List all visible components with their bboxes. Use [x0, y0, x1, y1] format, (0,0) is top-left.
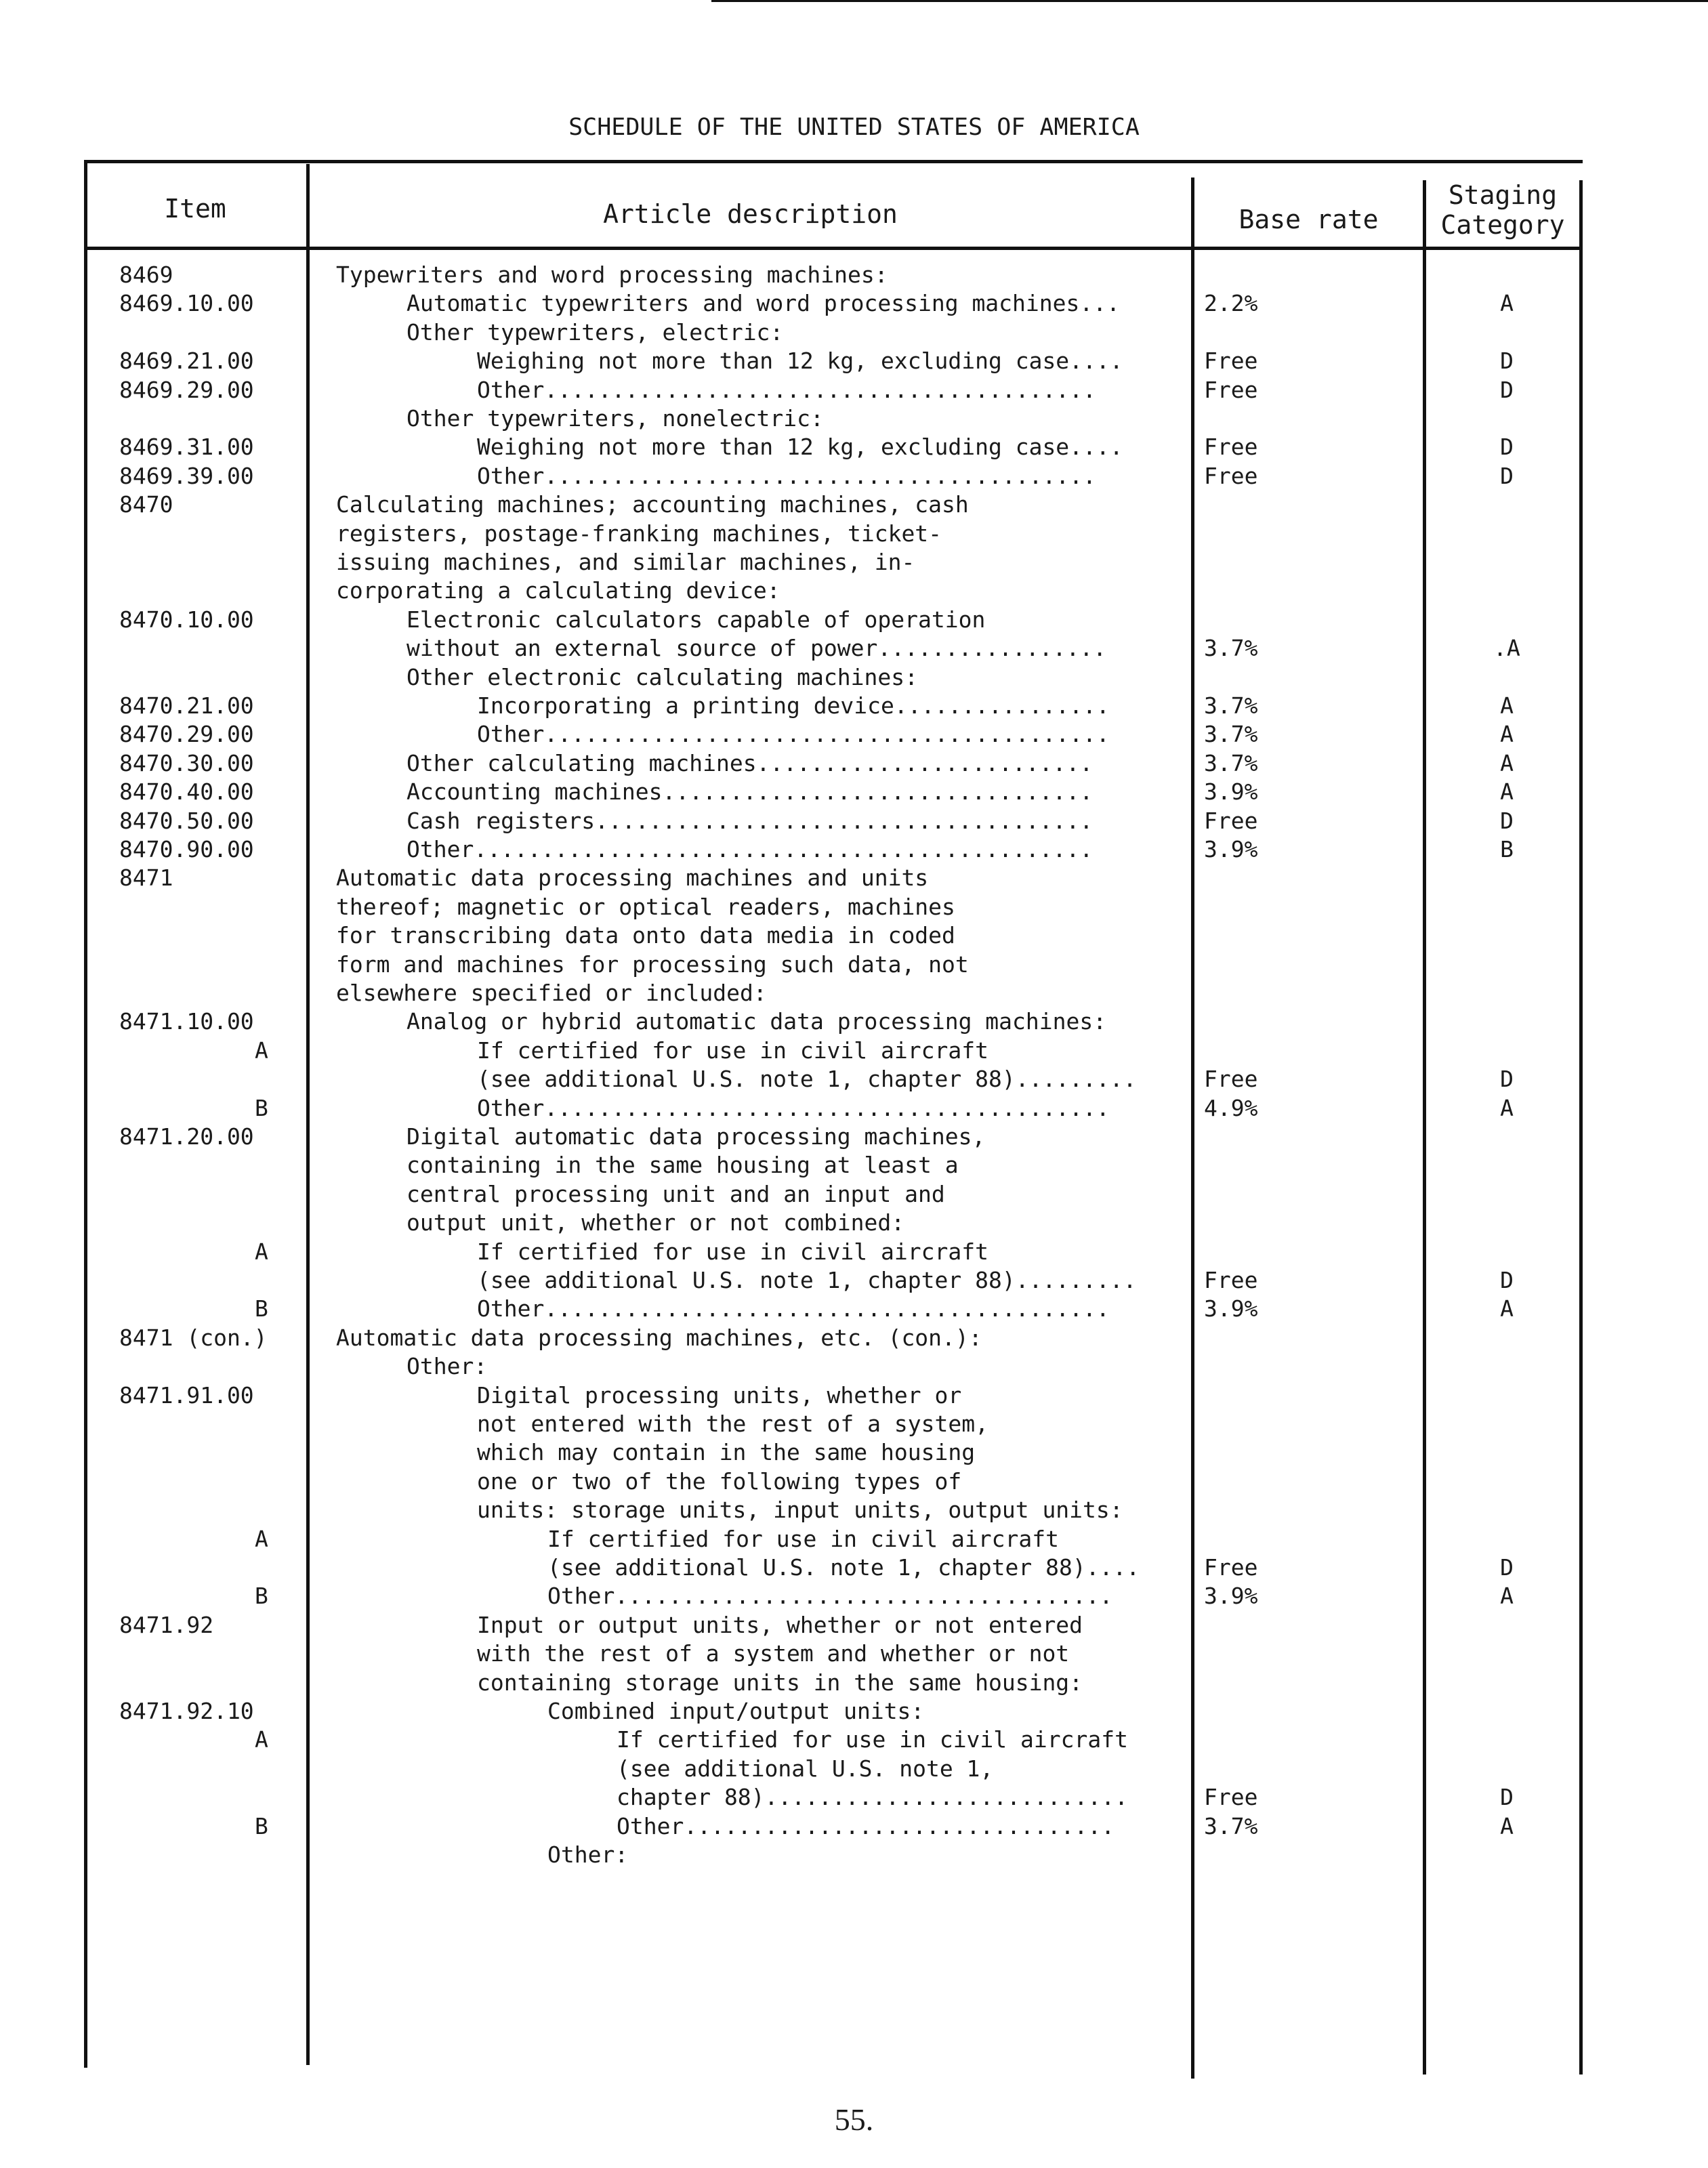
item-number: B: [255, 1812, 268, 1839]
table-row: [84, 1439, 1583, 1467]
table-row: [84, 377, 1583, 405]
article-description: not entered with the rest of a system,: [477, 1411, 988, 1437]
table-row: [84, 778, 1583, 807]
staging-category: A: [1500, 721, 1514, 748]
article-description: units: storage units, input units, output units:: [477, 1497, 1123, 1524]
staging-category: A: [1500, 1094, 1514, 1121]
item-number: 8469.21.00: [119, 348, 254, 375]
article-description: Other:: [547, 1841, 629, 1868]
table-row: [84, 1468, 1583, 1497]
base-rate: 3.7%: [1204, 749, 1258, 776]
staging-category: A: [1500, 1583, 1514, 1610]
article-description: Typewriters and word processing machines:: [336, 262, 888, 288]
staging-category: A: [1500, 1812, 1514, 1839]
table-row: [84, 1181, 1583, 1209]
article-description: Other.........................................: [477, 376, 1096, 403]
article-description: Other.........................................: [477, 462, 1096, 489]
table-row: [84, 1066, 1583, 1094]
staging-category: B: [1500, 836, 1514, 862]
staging-category: A: [1500, 692, 1514, 719]
base-rate: 3.7%: [1204, 692, 1258, 719]
staging-category: D: [1500, 807, 1514, 834]
table-row: [84, 1640, 1583, 1669]
table-row: [84, 606, 1583, 635]
table-row: [84, 491, 1583, 520]
table-row: [84, 319, 1583, 348]
staging-category: D: [1500, 1267, 1514, 1293]
staging-category: D: [1500, 1554, 1514, 1581]
staging-category: .A: [1493, 635, 1520, 662]
article-description: Weighing not more than 12 kg, excluding case....: [477, 348, 1123, 375]
article-description: Other..............................................: [407, 836, 1093, 862]
article-description: Accounting machines................................: [407, 778, 1093, 806]
table-row: [84, 520, 1583, 549]
article-description: Other calculating machines.........................: [407, 749, 1093, 776]
article-description: Other:: [407, 1353, 488, 1380]
article-description: with the rest of a system and whether or not: [477, 1640, 1070, 1667]
table-row: [84, 1554, 1583, 1583]
article-description: If certified for use in civil aircraft: [617, 1726, 1128, 1753]
item-number: 8471.92.10: [119, 1698, 254, 1724]
article-description: which may contain in the same housing: [477, 1439, 976, 1466]
item-number: B: [255, 1094, 268, 1121]
article-description: Incorporating a printing device................: [477, 692, 1110, 719]
item-number: B: [255, 1295, 268, 1322]
table-row: [84, 951, 1583, 980]
article-description: thereof; magnetic or optical readers, machines: [336, 893, 955, 920]
table-row: [84, 577, 1583, 606]
article-description: Automatic data processing machines, etc. (con.):: [336, 1324, 982, 1351]
table-row: [84, 1295, 1583, 1324]
article-description: registers, postage-franking machines, ticket-: [336, 520, 942, 547]
article-description: Other..........................................: [477, 1094, 1110, 1121]
article-description: Analog or hybrid automatic data processing machines:: [407, 1008, 1107, 1035]
item-number: A: [255, 1037, 268, 1064]
article-description: Other..........................................: [477, 1295, 1110, 1322]
item-number: 8470.21.00: [119, 692, 254, 719]
article-description: Automatic data processing machines and units: [336, 864, 929, 892]
article-description: elsewhere specified or included:: [336, 980, 767, 1006]
table-row: [84, 1238, 1583, 1267]
base-rate: Free: [1204, 1784, 1258, 1811]
base-rate: 2.2%: [1204, 290, 1258, 317]
article-description: (see additional U.S. note 1,: [617, 1755, 994, 1782]
article-description: corporating a calculating device:: [336, 577, 780, 604]
article-description: containing in the same housing at least a: [407, 1152, 959, 1179]
article-description: Digital processing units, whether or: [477, 1381, 962, 1409]
base-rate: 3.9%: [1204, 778, 1258, 806]
table-row: [84, 1669, 1583, 1698]
article-description: Other typewriters, electric:: [407, 318, 784, 346]
staging-category: D: [1500, 1066, 1514, 1093]
base-rate: 3.9%: [1204, 1295, 1258, 1322]
base-rate: Free: [1204, 1554, 1258, 1581]
table-row: [84, 1209, 1583, 1238]
article-description: Other.....................................: [547, 1583, 1113, 1610]
table-row: [84, 922, 1583, 951]
article-description: central processing unit and an input and: [407, 1180, 945, 1207]
item-number: 8469.39.00: [119, 462, 254, 489]
article-description: Digital automatic data processing machines,: [407, 1123, 986, 1150]
staging-category: A: [1500, 1295, 1514, 1322]
table-row: [84, 290, 1583, 318]
page-number: 55.: [834, 2102, 874, 2137]
table-row: [84, 1095, 1583, 1123]
table-row: [84, 664, 1583, 692]
item-number: 8469: [119, 262, 173, 288]
base-rate: 3.7%: [1204, 721, 1258, 748]
article-description: (see additional U.S. note 1, chapter 88)....: [547, 1554, 1140, 1581]
staging-category: D: [1500, 1784, 1514, 1811]
item-number: B: [255, 1583, 268, 1610]
base-rate: 3.9%: [1204, 836, 1258, 862]
table-row: [84, 1526, 1583, 1554]
staging-category: D: [1500, 434, 1514, 461]
article-description: If certified for use in civil aircraft: [547, 1525, 1059, 1552]
base-rate: 3.7%: [1204, 635, 1258, 662]
table-row: [84, 721, 1583, 749]
table-row: [84, 1583, 1583, 1611]
table-row: [84, 750, 1583, 778]
tariff-table: [84, 160, 1583, 2068]
item-number: 8471.91.00: [119, 1381, 254, 1409]
article-description: Automatic typewriters and word processing machines...: [407, 290, 1120, 317]
table-row: [84, 1123, 1583, 1152]
table-row: [84, 262, 1583, 290]
article-description: Other typewriters, nonelectric:: [407, 405, 824, 432]
table-row: [84, 1497, 1583, 1525]
article-description: Combined input/output units:: [547, 1698, 925, 1724]
base-rate: 4.9%: [1204, 1094, 1258, 1121]
item-number: 8469.10.00: [119, 290, 254, 317]
table-row: [84, 463, 1583, 491]
item-number: 8471.92: [119, 1611, 214, 1638]
base-rate: Free: [1204, 376, 1258, 403]
table-row: [84, 1612, 1583, 1640]
article-description: If certified for use in civil aircraft: [477, 1037, 988, 1064]
top-rule: [711, 0, 1708, 2]
base-rate: Free: [1204, 348, 1258, 375]
table-row: [84, 348, 1583, 376]
table-row: [84, 1813, 1583, 1841]
base-rate: 3.9%: [1204, 1583, 1258, 1610]
item-number: 8470.40.00: [119, 778, 254, 806]
table-row: [84, 1841, 1583, 1870]
item-number: 8471.10.00: [119, 1008, 254, 1035]
table-row: [84, 864, 1583, 893]
table-row: [84, 1353, 1583, 1381]
base-rate: 3.7%: [1204, 1812, 1258, 1839]
staging-category: D: [1500, 348, 1514, 375]
header-staging-line1: Staging: [1448, 180, 1558, 210]
article-description: (see additional U.S. note 1, chapter 88).........: [477, 1267, 1137, 1293]
table-row: [84, 1411, 1583, 1439]
table-row: [84, 405, 1583, 434]
article-description: without an external source of power.................: [407, 635, 1107, 662]
item-number: 8470: [119, 491, 173, 518]
table-row: [84, 1267, 1583, 1295]
base-rate: Free: [1204, 434, 1258, 461]
page-title: SCHEDULE OF THE UNITED STATES OF AMERICA: [568, 114, 1140, 141]
article-description: Other..........................................: [477, 721, 1110, 748]
article-description: Other................................: [617, 1812, 1115, 1839]
table-row: [84, 980, 1583, 1008]
article-description: form and machines for processing such data, not: [336, 951, 969, 978]
article-description: Cash registers.....................................: [407, 807, 1093, 834]
article-description: issuing machines, and similar machines, in-: [336, 549, 915, 575]
article-description: chapter 88)...........................: [617, 1784, 1128, 1811]
item-number: A: [255, 1238, 268, 1265]
base-rate: Free: [1204, 1267, 1258, 1293]
table-row: [84, 1784, 1583, 1812]
table-row: [84, 1755, 1583, 1784]
header-article-description: Article description: [603, 199, 898, 229]
header-base-rate: Base rate: [1238, 205, 1379, 234]
staging-category: D: [1500, 376, 1514, 403]
article-description: Electronic calculators capable of operation: [407, 606, 986, 633]
item-number: 8471 (con.): [119, 1324, 268, 1351]
item-number: A: [255, 1726, 268, 1753]
item-number: 8469.29.00: [119, 376, 254, 403]
item-number: 8469.31.00: [119, 434, 254, 461]
article-description: Weighing not more than 12 kg, excluding case....: [477, 434, 1123, 461]
staging-category: A: [1500, 778, 1514, 806]
table-row: [84, 808, 1583, 836]
table-row: [84, 1152, 1583, 1180]
item-number: 8471: [119, 864, 173, 892]
item-number: 8470.29.00: [119, 721, 254, 748]
article-description: Other electronic calculating machines:: [407, 663, 918, 690]
item-number: A: [255, 1525, 268, 1552]
item-number: 8470.50.00: [119, 807, 254, 834]
article-description: for transcribing data onto data media in coded: [336, 922, 955, 949]
header-bottom-border: [84, 247, 1583, 250]
table-row: [84, 1037, 1583, 1066]
table-row: [84, 1698, 1583, 1726]
item-number: 8471.20.00: [119, 1123, 254, 1150]
item-number: 8470.10.00: [119, 606, 254, 633]
article-description: If certified for use in civil aircraft: [477, 1238, 988, 1265]
item-number: 8470.90.00: [119, 836, 254, 862]
base-rate: Free: [1204, 1066, 1258, 1093]
table-row: [84, 1325, 1583, 1353]
staging-category: A: [1500, 749, 1514, 776]
article-description: (see additional U.S. note 1, chapter 88).........: [477, 1066, 1137, 1093]
table-row: [84, 1008, 1583, 1037]
base-rate: Free: [1204, 462, 1258, 489]
table-row: [84, 894, 1583, 922]
table-row: [84, 836, 1583, 864]
table-row: [84, 635, 1583, 663]
article-description: containing storage units in the same housing:: [477, 1669, 1083, 1696]
article-description: Calculating machines; accounting machines, cash: [336, 491, 969, 518]
header-item: Item: [164, 194, 226, 224]
article-description: Input or output units, whether or not entered: [477, 1611, 1083, 1638]
article-description: one or two of the following types of: [477, 1467, 962, 1495]
header-top-border: [84, 160, 1583, 163]
table-row: [84, 1726, 1583, 1755]
item-number: 8470.30.00: [119, 749, 254, 776]
table-row: [84, 434, 1583, 462]
article-description: output unit, whether or not combined:: [407, 1209, 905, 1236]
staging-category: A: [1500, 290, 1514, 317]
table-row: [84, 549, 1583, 577]
table-row: [84, 692, 1583, 721]
header-staging-line2: Category: [1440, 210, 1565, 240]
base-rate: Free: [1204, 807, 1258, 834]
staging-category: D: [1500, 462, 1514, 489]
table-row: [84, 1382, 1583, 1411]
